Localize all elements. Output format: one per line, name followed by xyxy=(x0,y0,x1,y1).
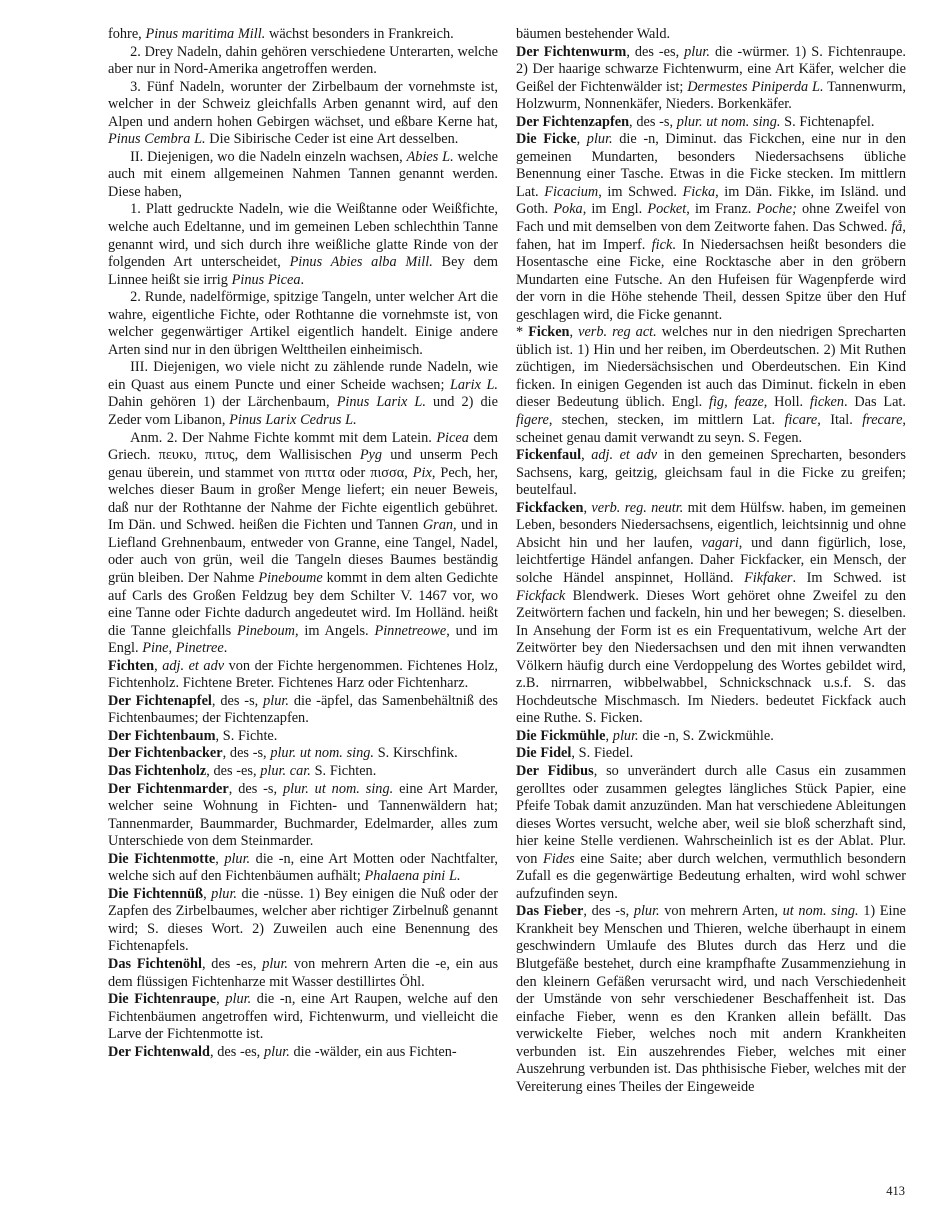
italic-term: Gran xyxy=(422,517,454,534)
italic-term: Ficka xyxy=(682,183,716,200)
paragraph: Die Fichtennüß, plur. die -nüsse. 1) Bey einigen die Nuß oder der Zapfen des Zirbelbaumes, welcher aber richtiger Zirbelnuß genannt wird; S. dieses Wort. 2) Zuweilen auch eine Benennung des Fichtenapfels. xyxy=(108,885,498,955)
paragraph: Fichten, adj. et adv von der Fichte hergenommen. Fichtenes Holz, Fichtenholz. Fichtene Breter. Fichtenes Harz oder Fichtenharz. xyxy=(108,657,498,692)
paragraph: 2. Drey Nadeln, dahin gehören verschiedene Unterarten, welche aber nur in Nord-Amerika angetroffen werden. xyxy=(108,43,498,78)
italic-term: Fides xyxy=(542,850,575,867)
paragraph: Die Fichtenraupe, plur. die -n, eine Art Raupen, welche auf den Fichtenbäumen angetroffen wird, Fichtenwurm, und vielleicht die Larve der Fichtenmotte ist. xyxy=(108,991,498,1043)
paragraph: Die Fickmühle, plur. die -n, S. Zwickmühle. xyxy=(516,727,774,744)
italic-term: Pinus Picea xyxy=(231,271,301,288)
italic-term: vagari xyxy=(701,534,739,551)
headword: Die Fichtennüß xyxy=(108,885,204,902)
paragraph: bäumen bestehender Wald. xyxy=(516,26,671,42)
headword: Der Fichtenapfel xyxy=(108,692,212,709)
italic-term: ficare xyxy=(784,412,818,429)
italic-term: Ficacium xyxy=(544,183,599,200)
italic-term: Fickfack xyxy=(516,587,566,604)
paragraph: 1. Platt gedruckte Nadeln, wie die Weißtanne oder Weißfichte, welche auch Edeltanne, und im gemeinen Leben schlechthin Tanne genannt wird, und sich durch ihre weißliche glatte Rinde von der folgenden Art unterscheidet, Pinus Abies alba Mill. Bey dem Linnee heißt sie irrig Pinus Picea. xyxy=(108,201,498,288)
italic-term: plur. xyxy=(263,1043,290,1060)
headword: Das Fieber xyxy=(516,903,584,920)
italic-term: plur. car. xyxy=(260,762,311,779)
paragraph: III. Diejenigen, wo viele nicht zu zählende runde Nadeln, wie ein Quast aus einem Puncte und einer Scheide wachsen; Larix L. Dahin gehören 1) der Lärchenbaum, Pinus Larix L. und 2) die Zeder vom Libanon, Pinus Larix Cedrus L. xyxy=(108,359,498,429)
italic-term: plur. xyxy=(586,131,613,148)
italic-term: Pineboume xyxy=(258,569,323,586)
page-number: 413 xyxy=(886,1183,905,1198)
paragraph: Die Ficke, plur. die -n, Diminut. das Fickchen, eine nur in den gemeinen Mundarten, besonders Niedersachsens übliche Benennung einer Tasche. Etwas in die Ficke stecken. Im mittlern Lat. Ficacium, im Schwed. Ficka, im Dän. Fikke, im Isländ. und Goth. Poka, im Engl. Pocket, im Franz. Poche; ohne Zweifel von Fach und mit demselben von dem Zeitworte fahen. Das Schwed. få, fahen, hat im Imperf. fick. In Niedersachsen heißt besonders die Hosentasche eine Ficke, eine Rocktasche aber in den gröbern Mundarten eine Futsche. An den Hufeisen für Wagenpferde wird der vorn in die Höhe stehende Theil, dessen Spitze über den Huf geschlagen wird, die Ficke genannt. xyxy=(516,131,906,323)
italic-term: Pine, Pinetree xyxy=(142,640,224,657)
paragraph: Das Fieber, des -s, plur. von mehrern Arten, ut nom. sing. 1) Eine Krankheit bey Menschen und Thieren, welche überhaupt in einem geschwindern Umlaufe des Blutes durch das Herz und die Blutgefäße bestehet, durch eine krampfhafte Zusammenziehung in den kleinern Gefäßen verursacht wird, und nach Verschiedenheit der Umstände von sehr verschiedener Beschaffenheit ist. Das einfache Fieber, wenn es den Kranken allein befällt. Das verwickelte Fieber, welches noch mit andern Krankheiten verbunden ist. Ein auszehrendes Fieber, welches mit einer Auszehrung verbunden ist. Das phthisische Fieber, welches mit der Vereiterung eines Theiles der Eingeweide xyxy=(516,903,906,1095)
paragraph: Der Fichtenbaum, S. Fichte. xyxy=(108,727,278,744)
italic-term: Abies L. xyxy=(406,148,454,165)
italic-term: plur. xyxy=(263,692,289,709)
italic-term: Larix L. xyxy=(449,376,498,393)
italic-term: Pinus Abies alba Mill. xyxy=(289,254,433,271)
headword: Die Ficke xyxy=(516,131,577,148)
paragraph: Der Fichtenmarder, des -s, plur. ut nom. sing. eine Art Marder, welcher seine Wohnung in Fichten- und Tannenwäldern hat; Tannenmarder, Baummarder, Buchmarder, Edelmarder, alles zum Unterschiede von dem Steinmarder. xyxy=(108,780,499,850)
italic-term: Dermestes Piniperda L. xyxy=(687,78,824,95)
italic-term: figere xyxy=(516,412,549,429)
italic-term: plur. xyxy=(211,885,237,902)
italic-term: plur. xyxy=(684,43,710,60)
text-columns xyxy=(108,26,906,1096)
italic-term: Pinus Larix L. xyxy=(336,394,426,411)
paragraph: Fickfacken, verb. reg. neutr. mit dem Hülfsw. haben, im gemeinen Leben, besonders Niedersachsens, eigentlich, leichtsinnig und ohne Absicht hin und her laufen, vagari, und dann figürlich, lose, leichtfertige Händel anfangen. Daher Fickfacker, ein Mensch, der solche Händel anspinnet, Holländ. Fikfaker. Im Schwed. ist Fickfack Blendwerk. Dieses Wort gehöret ohne Zweifel zu den Zeitwörtern fachen und fackeln, hin und her bewegen; S. dieselben. In Ansehung der Form ist es ein Frequentativum, welche Art der Zeitwörter bey den Niedersachsen und den mit ihnen verwandten Völkern häufig durch eine Verdoppelung des Wortes gebildet wird, z.B. nirrnarren, wibbelwabbel, Schnickschnack u.s.f. S. das Hochdeutsche Mischmasch. Im Nieders. bedeutet Fickfack auch eine Ruthe. S. Ficken. xyxy=(516,499,906,727)
headword: Fickenfaul xyxy=(516,447,582,464)
paragraph: Das Fichtenöhl, des -es, plur. von mehrern Arten die -e, ein aus dem flüssigen Fichtenharze mit Wasser destillirtes Öhl. xyxy=(108,955,499,990)
italic-term: Picea xyxy=(436,429,469,446)
headword: Der Fichtenmarder xyxy=(108,780,229,797)
italic-term: plur. ut nom. sing. xyxy=(270,745,375,762)
headword: Die Fidel xyxy=(516,745,572,762)
paragraph: Das Fichtenholz, des -es, plur. car. S. Fichten. xyxy=(108,762,377,779)
italic-term: Fikfaker xyxy=(744,569,793,586)
italic-term: plur. xyxy=(262,955,289,972)
italic-term: Pinus Cembra L. xyxy=(108,131,206,148)
italic-term: adj. et adv xyxy=(162,657,225,674)
italic-term: Pinus Larix Cedrus L. xyxy=(229,412,357,429)
paragraph: 3. Fünf Nadeln, worunter der Zirbelbaum der vornehmste ist, welcher in der Schweiz gleichfalls Arben genannt wird, auf den Alpen und andern hohen Gebirgen wächset, und eßbare Kerne hat, Pinus Cembra L. Die Sibirische Ceder ist eine Art desselben. xyxy=(108,78,498,148)
italic-term: Pocket xyxy=(647,201,687,218)
paragraph: Die Fichtenmotte, plur. die -n, eine Art Motten oder Nachtfalter, welche sich auf den Fichtenbäumen aufhält; Phalaena pini L. xyxy=(108,850,498,885)
headword: Der Fichtenwurm xyxy=(516,43,627,60)
italic-term: plur. xyxy=(225,991,252,1008)
headword: Die Fickmühle xyxy=(516,727,606,744)
headword: Der Fichtenwald xyxy=(108,1043,210,1060)
italic-term: verb. reg act. xyxy=(578,324,657,341)
headword: Die Fichtenraupe xyxy=(108,991,217,1008)
italic-term: Pinus maritima Mill. xyxy=(145,26,266,42)
italic-term: plur. xyxy=(612,727,639,744)
italic-term: verb. reg. neutr. xyxy=(591,499,684,516)
paragraph: Der Fichtenapfel, des -s, plur. die -äpfel, das Samenbehältniß des Fichtenbaumes; der Fichtenzapfen. xyxy=(108,692,498,727)
italic-term: Phalaena pini L. xyxy=(364,868,461,885)
italic-term: Poka xyxy=(553,201,583,218)
italic-term: plur. xyxy=(633,903,660,920)
headword: Der Fichtenzapfen xyxy=(516,113,630,130)
paragraph: Anm. 2. Der Nahme Fichte kommt mit dem Latein. Picea dem Griech. πευκυ, πιτυς, dem Wallisischen Pyg und unserm Pech genau überein, und stammet von πιττα oder πισσα, Pix, Pech, her, welches dieser Baum in großer Menge liefert; ein neuer Beweis, daß nur der Rothtanne der Nahme der Fichte eigentlich gebühret. Im Dän. und Schwed. heißen die Fichten und Tannen Gran, und in Liefland Grehnenbaum, entweder von Granne, eine Tangel, Nadel, oder auch von grün, weil die Tangeln dieses Baumes beständig grün bleiben. Der Nahme Pineboume kommt in dem alten Gedichte auf Carls des Großen Feldzug bey dem Schilter V. 1467 vor, wo eine Tanne oder Fichte dadurch angedeutet wird. Im Holländ. heißt die Tanne gleichfalls Pineboum, im Angels. Pinnetreowe, und im Engl. Pine, Pinetree. xyxy=(108,429,499,657)
italic-term: Pix xyxy=(412,464,432,481)
paragraph: fohre, Pinus maritima Mill. wächst besonders in Frankreich. xyxy=(108,26,454,42)
headword: Fichten xyxy=(108,657,155,674)
italic-term: få xyxy=(891,219,903,236)
paragraph: Der Fidibus, so unverändert durch alle Casus ein zusammen gerolltes oder zusammen gelegtes längliches Stück Papier, eine Pfeife Tobak damit anzuzünden. Man hat verschiedene Ableitungen dieses Wortes versucht, welche aber, weil sie bloß scherzhaft sind, hier keine Stelle verdienen. Wahrscheinlich ist es der Ablat. Plur. von Fides eine Saite; aber durch welchen, vermuthlich besondern Zufall es die gegenwärtige Bedeutung erhalten, wird wohl schwer aufzufinden seyn. xyxy=(516,762,907,902)
headword: Fickfacken xyxy=(516,499,584,516)
italic-term: fig, feaze, xyxy=(709,394,768,411)
italic-term: frecare xyxy=(862,412,903,429)
italic-term: plur. xyxy=(224,850,251,867)
text-column-left xyxy=(108,26,498,1096)
italic-term: fick xyxy=(651,236,673,253)
paragraph: II. Diejenigen, wo die Nadeln einzeln wachsen, Abies L. welche auch mit einem allgemeinen Nahmen Tannen genannt werden. Diese haben, xyxy=(108,148,498,200)
paragraph: Der Fichtenzapfen, des -s, plur. ut nom. sing. S. Fichtenapfel. xyxy=(516,113,875,130)
headword: Der Fichtenbacker xyxy=(108,745,223,762)
paragraph: Fickenfaul, adj. et adv in den gemeinen Sprecharten, besonders Sachsens, karg, geitzig, gleichsam faul in die Ficke zu greifen; beutelfaul. xyxy=(516,447,906,499)
italic-term: plur. ut nom. sing. xyxy=(282,780,394,797)
italic-term: Pineboum xyxy=(237,622,295,639)
paragraph: Der Fichtenwald, des -es, plur. die -wälder, ein aus Fichten- xyxy=(108,1043,457,1060)
paragraph: 2. Runde, nadelförmige, spitzige Tangeln, unter welcher Art die wahre, eigentliche Fichte, oder Rothtanne die vornehmste ist, von welcher gegenwärtiger Artikel eigentlich handelt. Einige andere Arten sind nur in den übrigen Welttheilen einheimisch. xyxy=(108,289,498,358)
headword: Der Fidibus xyxy=(516,762,594,779)
italic-term: adj. et adv xyxy=(591,447,658,464)
headword: Das Fichtenholz xyxy=(108,762,207,779)
paragraph: Die Fidel, S. Fiedel. xyxy=(516,745,634,762)
text-column-right xyxy=(516,26,906,1096)
italic-term: Poche; xyxy=(756,201,797,218)
headword: Die Fichtenmotte xyxy=(108,850,216,867)
headword: Das Fichtenöhl xyxy=(108,955,202,972)
italic-term: plur. ut nom. sing. xyxy=(676,113,781,130)
headword: Der Fichtenbaum xyxy=(108,727,216,744)
italic-term: ficken xyxy=(809,394,845,411)
paragraph: Der Fichtenbacker, des -s, plur. ut nom. sing. S. Kirschfink. xyxy=(108,745,458,762)
paragraph: * Ficken, verb. reg act. welches nur in den niedrigen Sprecharten üblich ist. 1) Hin und her reiben, im Oberdeutschen. 2) Mit Ruthen züchtigen, im Niedersächsischen und Oberdeutschen. Ein Kind ficken. In einigen Gegenden ist auch das Diminut. fickeln in eben dieser Bedeutung üblich. Engl. fig, feaze, Holl. ficken. Das Lat. figere, stechen, stecken, im mittlern Lat. ficare, Ital. frecare, scheinet genau damit verwandt zu seyn. S. Fegen. xyxy=(516,324,907,446)
italic-term: Pinnetreowe xyxy=(374,622,447,639)
headword: Ficken xyxy=(528,324,570,341)
italic-term: Pyg xyxy=(359,447,383,464)
paragraph: Der Fichtenwurm, des -es, plur. die -würmer. 1) S. Fichtenraupe. 2) Der haarige schwarze Fichtenwurm, eine Art Käfer, welcher die Geißel der Fichtenwälder ist; Dermestes Piniperda L. Tannenwurm, Holzwurm, Nonnenkäfer, Nieders. Borkenkäfer. xyxy=(516,43,906,113)
italic-term: ut nom. sing. xyxy=(782,903,859,920)
